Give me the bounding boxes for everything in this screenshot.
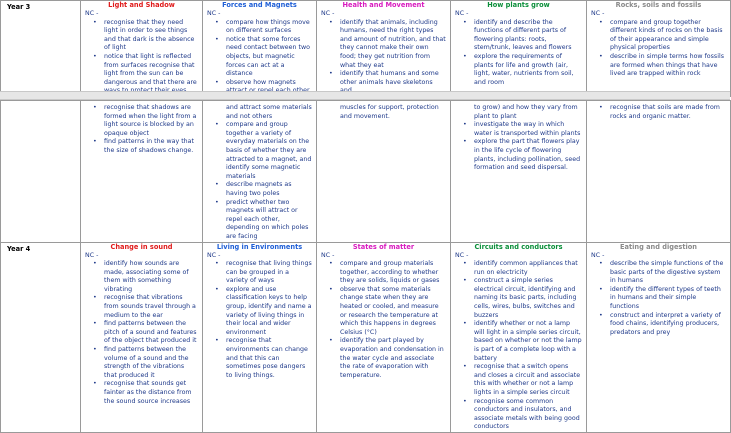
- list-item: • recognise that soils are made from rocks and organic matter.: [591, 104, 730, 121]
- continued-text: and attract some materials and not others: [226, 104, 312, 120]
- nc-label: NC -: [207, 10, 221, 17]
- list-item: • construct a simple series electrical circuit, identifying and naming its basic parts, including cells, wires, bulbs, switches and buzzers: [455, 277, 586, 320]
- list-item: • recognise that vibrations from sounds travel through a medium to the ear: [85, 294, 202, 320]
- topic-cell-environments: [203, 242, 317, 432]
- topic-title: Eating and digestion: [620, 242, 697, 251]
- year-cell: [1, 242, 81, 432]
- nc-label: NC -: [591, 251, 605, 259]
- topic-cell-rocks: [587, 1, 731, 97]
- nc-label: NC -: [85, 251, 99, 259]
- list-item: • recognise that sounds get fainter as the distance from the sound source increases: [85, 380, 202, 406]
- list-item: • compare and group together a variety of everyday materials on the basis of whether they are attracted to a magnet, and identify some magnetic materials: [207, 121, 316, 181]
- topic-cell-health-cont: [317, 101, 451, 243]
- list-item: • identify the part played by evaporation and condensation in the water cycle and associate the rate of evaporation with temperature.: [321, 337, 450, 380]
- objective-list: [451, 121, 586, 173]
- continued-text: muscles for support, protection and movement.: [340, 104, 439, 120]
- continued-text: to grow) and how they vary from plant to plant: [474, 104, 578, 120]
- objective-list: [587, 260, 730, 337]
- nc-label: NC -: [321, 251, 335, 259]
- year-label: Year 4: [7, 244, 31, 253]
- list-item: • explore and use classification keys to help group, identify and name a variety of living things in their local and wider environment: [207, 286, 316, 338]
- list-item: • recognise that environments can change and that this can sometimes pose dangers to living things.: [207, 337, 316, 380]
- list-item: • recognise that a switch opens and closes a circuit and associate this with whether or not a lamp lights in a simple series circuit: [455, 363, 586, 397]
- topic-title: Circuits and conductors: [474, 242, 563, 251]
- topic-cell-forces-cont: [203, 101, 317, 243]
- objective-list: [203, 19, 316, 96]
- nc-label: NC -: [591, 10, 605, 17]
- list-item: • recognise some common conductors and insulators, and associate metals with being good conductors: [455, 398, 586, 432]
- topic-title: Health and Movement: [342, 1, 425, 9]
- list-item: • notice that some forces need contact between two objects, but magnetic forces can act at a distance: [207, 36, 316, 79]
- list-item: • identify how sounds are made, associating some of them with something vibrating: [85, 260, 202, 294]
- list-item: • identify the different types of teeth in humans and their simple functions: [591, 286, 730, 312]
- topic-cell-plants: [451, 1, 587, 97]
- list-item: • find patterns in the way that the size of shadows change.: [85, 138, 202, 155]
- list-item: • recognise that they need light in order to see things and that dark is the absence of light: [85, 19, 202, 53]
- objective-list: [203, 260, 316, 380]
- list-item: • observe how magnets: [207, 79, 316, 96]
- list-item: • explore the part that flowers play in the life cycle of flowering plants, including pollination, seed formation and seed dispersal.: [455, 138, 586, 172]
- year3-year4-table-page2: [0, 100, 731, 433]
- list-item: • describe the simple functions of the basic parts of the digestive system in humans: [591, 260, 730, 286]
- topic-cell-rocks-cont: [587, 101, 731, 243]
- topic-cell-digestion: [587, 242, 731, 432]
- topic-title: How plants grow: [487, 1, 550, 9]
- topic-cell-forces: [203, 1, 317, 97]
- list-item: • notice that light is reflected from surfaces recognise that light from the sun can be dangerous and that there are: [85, 53, 202, 96]
- list-item: • recognise that shadows are formed when the light from a light source is blocked by an opaque object: [85, 104, 202, 138]
- objective-list: [317, 260, 450, 380]
- objective-list: [451, 19, 586, 88]
- objective-list: [587, 101, 730, 121]
- list-item: • identify that animals, including humans, need the right types and amount of nutrition, and that they cannot make their own food; they get nutrition from what they eat: [321, 19, 450, 71]
- objective-list: [451, 260, 586, 432]
- nc-label: NC -: [85, 10, 99, 17]
- nc-label: NC -: [207, 251, 221, 259]
- objective-list: [317, 19, 450, 96]
- topic-title: States of matter: [352, 242, 415, 251]
- objective-list: [81, 19, 202, 96]
- topic-cell-sound: [81, 242, 203, 432]
- list-item: • identify whether or not a lamp will light in a simple series circuit, based on whether or not the lamp is part of a complete loop with a battery: [455, 320, 586, 363]
- topic-cell-states: [317, 242, 451, 432]
- nc-label: NC -: [321, 10, 335, 17]
- list-item: • compare and group materials together, according to whether they are solids, liquids or gases: [321, 260, 450, 286]
- objective-list: [203, 121, 316, 241]
- list-item: • construct and interpret a variety of food chains, identifying producers, predators and prey: [591, 312, 730, 338]
- year-label: Year 3: [7, 3, 31, 11]
- list-item: • identify and describe the functions of different parts of flowering plants: roots, stem/trunk, leaves and flowers: [455, 19, 586, 53]
- objective-list: [81, 260, 202, 406]
- topic-title: Change in sound: [110, 242, 173, 251]
- list-item: • compare and group together different kinds of rocks on the basis of their appearance and simple physical properties: [591, 19, 730, 53]
- topic-title: Light and Shadow: [108, 1, 175, 9]
- list-item: • find patterns between the volume of a sound and the strength of the vibrations that produced it: [85, 346, 202, 380]
- topic-cell-circuits: [451, 242, 587, 432]
- topic-cell-plants-cont: [451, 101, 587, 243]
- topic-cell-light: [81, 1, 203, 97]
- list-item: • explore the requirements of plants for life and growth (air, light, water, nutrients from soil, and room: [455, 53, 586, 87]
- list-item: • predict whether two magnets will attract or repel each other, depending on which poles are facing: [207, 199, 316, 242]
- topic-title: Rocks, soils and fossils: [615, 1, 702, 9]
- list-item: • describe in simple terms how fossils are formed when things that have lived are trapped within rock: [591, 53, 730, 79]
- topic-cell-light-cont: [81, 101, 203, 243]
- objective-list: [81, 101, 202, 156]
- list-item: • find patterns between the pitch of a sound and features of the object that produced it: [85, 320, 202, 346]
- nc-label: NC -: [455, 251, 469, 259]
- list-item: • investigate the way in which water is transported within plants: [455, 121, 586, 138]
- year-cell-continued: [1, 101, 81, 243]
- objective-list: [587, 19, 730, 79]
- nc-label: NC -: [455, 10, 469, 17]
- list-item: • observe that some materials change state when they are heated or cooled, and measure or research the temperature at which this happens in degrees Celsius (°C): [321, 286, 450, 338]
- year3-table-page1: [0, 0, 731, 97]
- page-break: [0, 91, 730, 100]
- list-item: • recognise that living things can be grouped in a variety of ways: [207, 260, 316, 286]
- list-item: • compare how things move on different surfaces: [207, 19, 316, 36]
- list-item: • identify common appliances that run on electricity: [455, 260, 586, 277]
- list-item: • describe magnets as having two poles: [207, 181, 316, 198]
- year-cell: [1, 1, 81, 97]
- topic-title: Living in Environments: [216, 242, 303, 251]
- topic-title: Forces and Magnets: [222, 1, 297, 9]
- list-item: • identify that humans and some other animals have skeletons: [321, 70, 450, 96]
- topic-cell-health: [317, 1, 451, 97]
